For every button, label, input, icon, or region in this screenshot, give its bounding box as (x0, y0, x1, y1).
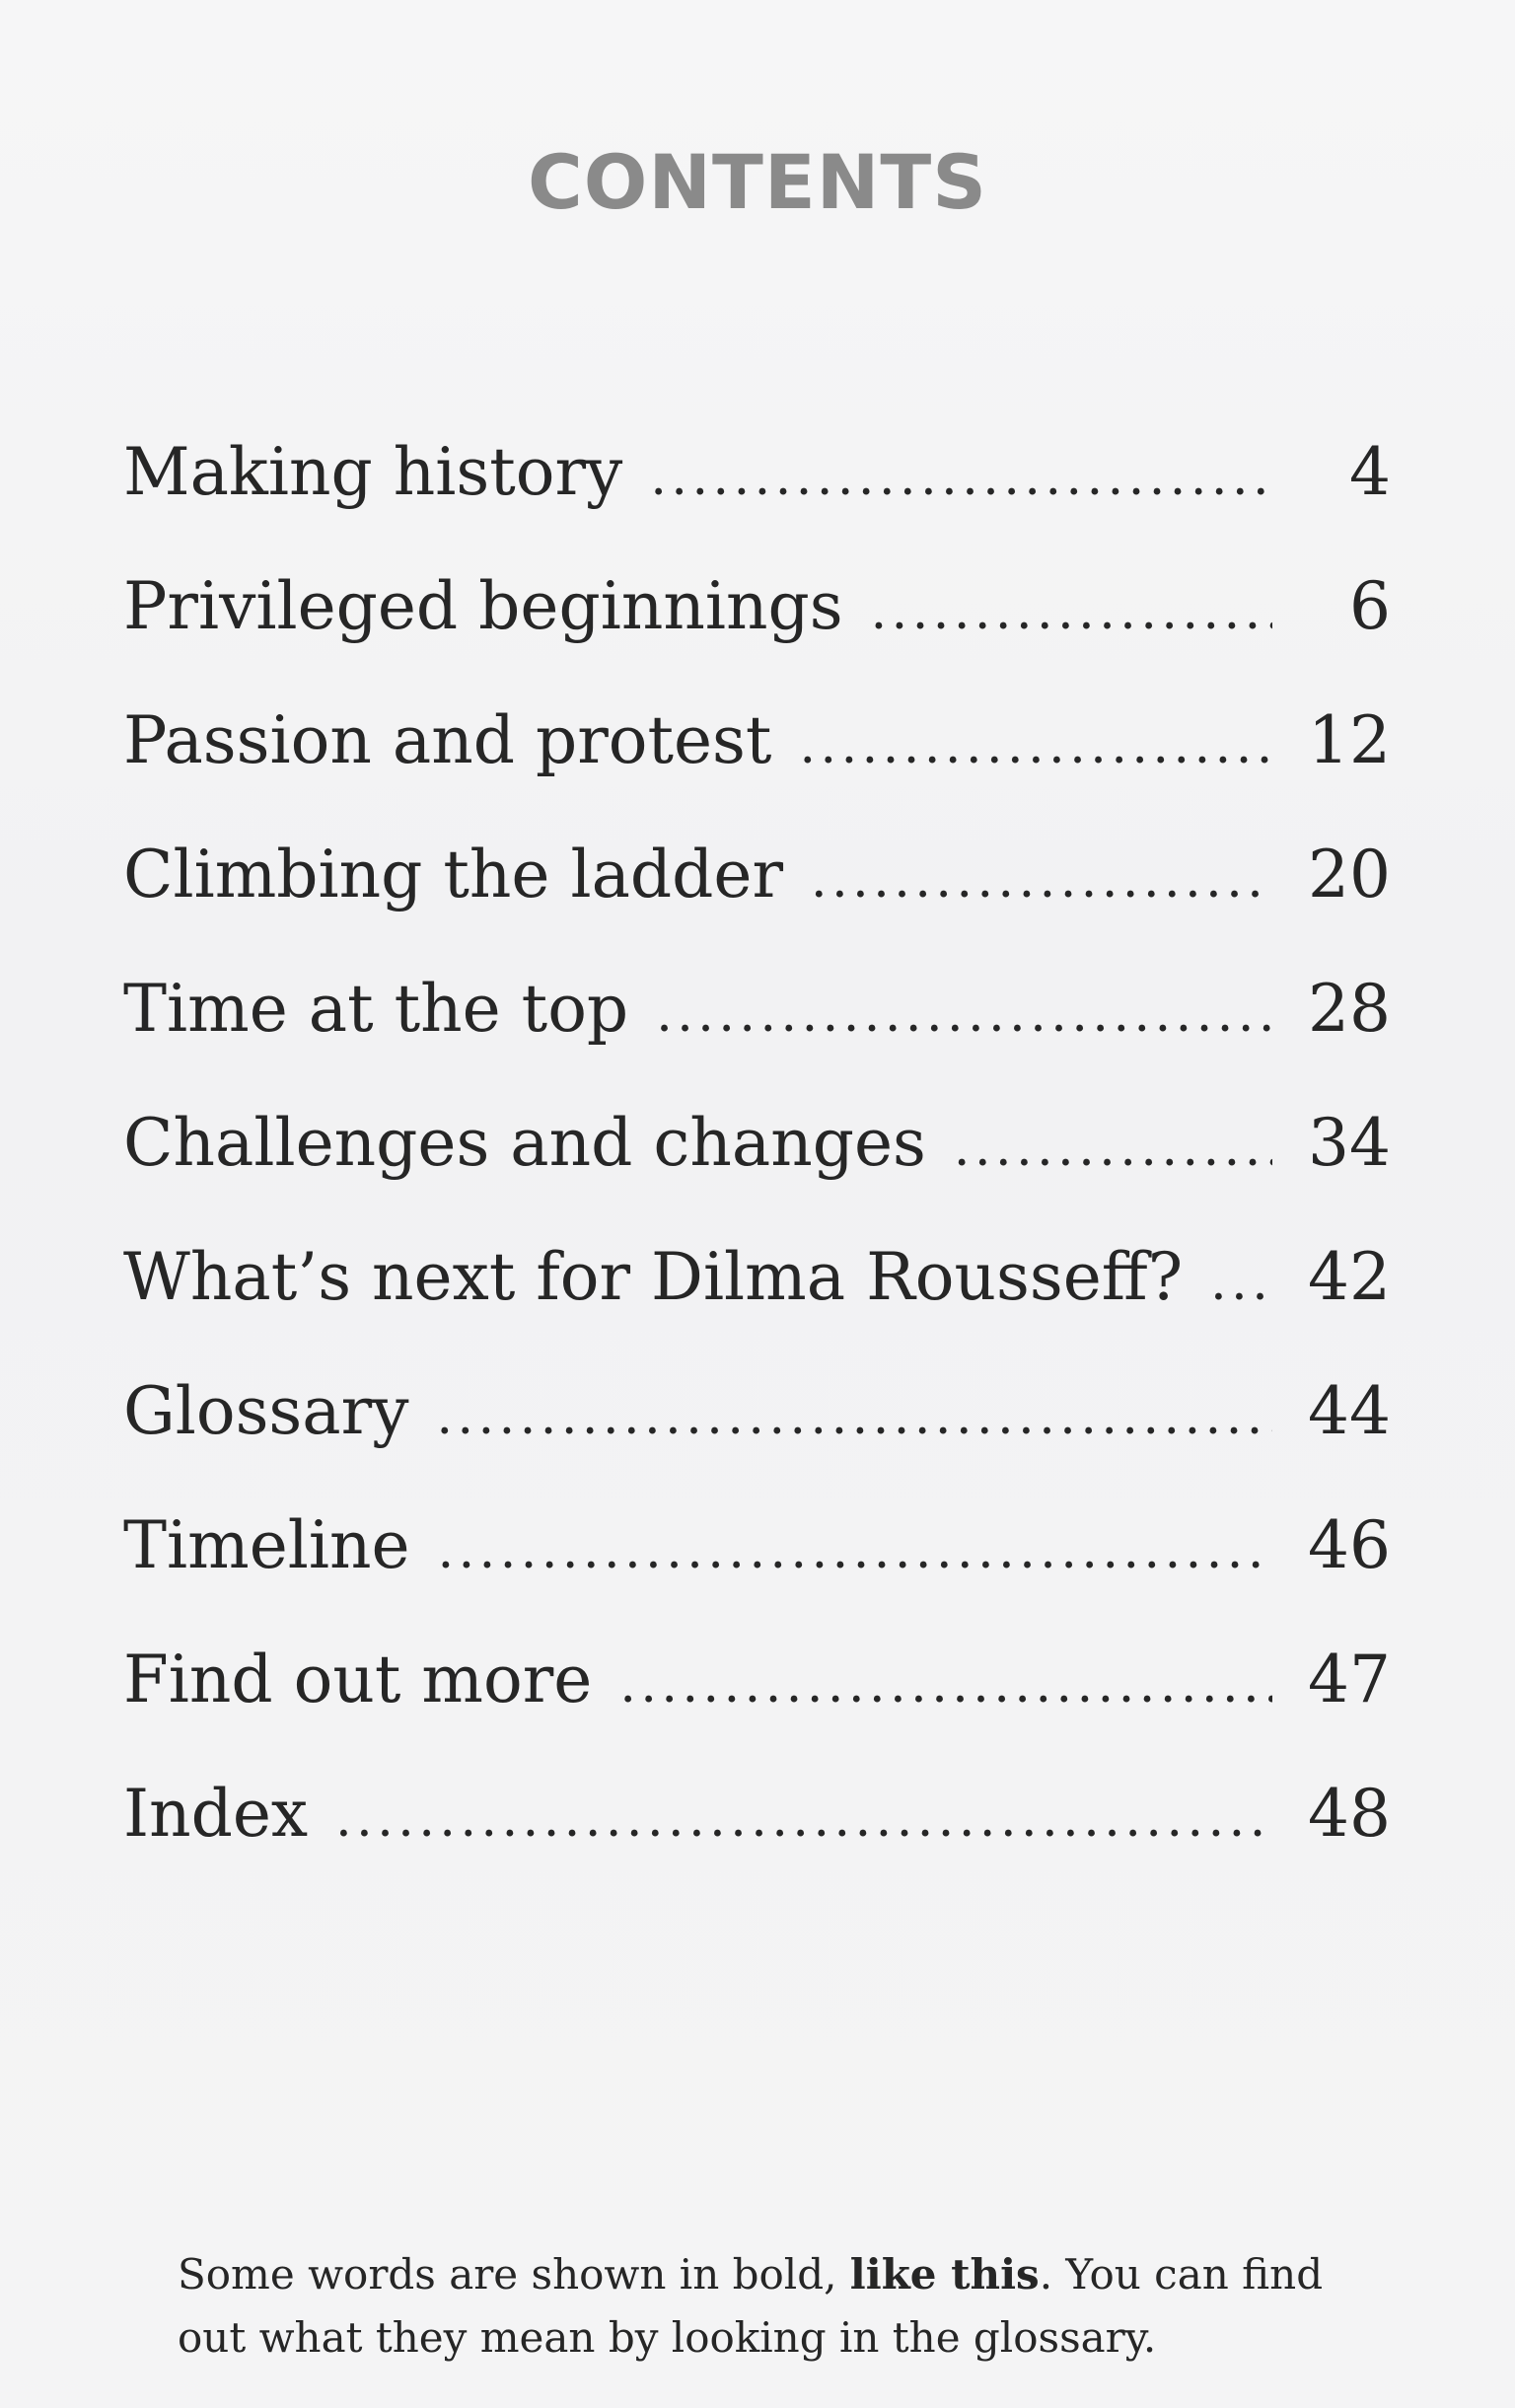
glossary-note (178, 2243, 1361, 2370)
dot-leader (1210, 1253, 1272, 1312)
toc-entry-page: 42 (1308, 1239, 1391, 1315)
dot-leader (799, 716, 1272, 775)
toc-entry (123, 702, 1391, 837)
toc-entry-title: Time at the top (123, 971, 629, 1047)
toc-entry-title: Timeline (123, 1507, 410, 1583)
toc-entry-page: 20 (1308, 837, 1391, 912)
toc-entry (123, 568, 1391, 702)
glossary-note-text-end: . You can find out what they mean by looking in the glossary. (178, 2250, 1324, 2362)
toc-entry-page: 28 (1308, 971, 1391, 1047)
toc-entry-page: 47 (1308, 1642, 1391, 1717)
dot-leader (650, 448, 1272, 507)
toc-entry (123, 1642, 1391, 1776)
toc-entry (123, 1239, 1391, 1373)
dot-leader (871, 582, 1272, 641)
dot-leader (438, 1521, 1272, 1580)
table-of-contents (123, 434, 1391, 1910)
toc-entry-page: 48 (1308, 1776, 1391, 1852)
dot-leader (437, 1387, 1273, 1446)
toc-entry-title: Making history (123, 434, 623, 510)
toc-entry-title: Privileged beginnings (123, 568, 843, 644)
toc-entry-title: Passion and protest (123, 702, 772, 778)
toc-entry-title: Find out more (123, 1642, 593, 1717)
toc-entry-title: Index (123, 1776, 309, 1852)
dot-leader (811, 850, 1272, 910)
toc-entry-page: 46 (1308, 1507, 1391, 1583)
toc-entry (123, 971, 1391, 1105)
toc-entry (123, 837, 1391, 971)
toc-entry-page: 12 (1308, 702, 1391, 778)
toc-entry-title: Glossary (123, 1373, 409, 1449)
toc-entry-title: Challenges and changes (123, 1105, 926, 1181)
dot-leader (656, 985, 1272, 1044)
dot-leader (335, 1789, 1272, 1849)
toc-entry-title: What’s next for Dilma Rousseff? (123, 1239, 1184, 1315)
toc-entry (123, 434, 1391, 568)
glossary-note-bold-example: like this (849, 2250, 1040, 2299)
contents-heading: CONTENTS (528, 138, 987, 226)
glossary-note-text-start: Some words are shown in bold, (178, 2250, 850, 2299)
toc-entry-page: 4 (1349, 434, 1391, 510)
dot-leader (619, 1655, 1272, 1715)
toc-entry-page: 6 (1349, 568, 1391, 644)
toc-entry (123, 1105, 1391, 1239)
toc-entry (123, 1776, 1391, 1910)
toc-entry (123, 1507, 1391, 1642)
toc-entry-title: Climbing the ladder (123, 837, 784, 912)
dot-leader (954, 1119, 1272, 1178)
toc-entry (123, 1373, 1391, 1507)
toc-entry-page: 34 (1308, 1105, 1391, 1181)
toc-entry-page: 44 (1308, 1373, 1391, 1449)
